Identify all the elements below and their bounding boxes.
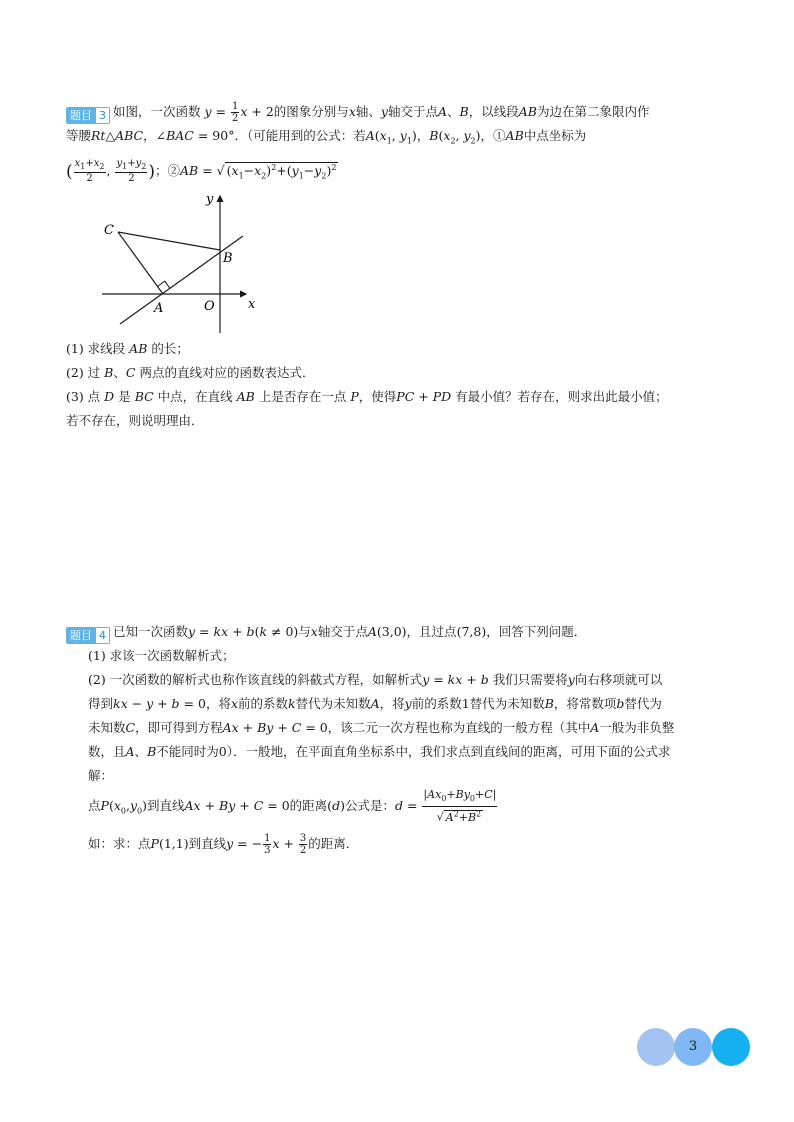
problem-3-question-3-cont: 若不存在，则说明理由． xyxy=(66,413,204,428)
label-x: x xyxy=(248,297,256,312)
page-number: 3 xyxy=(688,1039,698,1054)
fraction-one-third: $\frac{1}{3}$ xyxy=(264,833,271,857)
problem-4-question-2-line-3: 未知数C，即可得到方程Ax + By + C = 0，该二元一次方程也称为直线的一般方程（其中A一般为非负整 xyxy=(88,720,675,735)
problem-3-line-1: 题目 3 如图，一次函数 y = $\frac{1}{2}$ x + 2的图象分别与x轴、y轴交于点A、B，以线段AB为边在第二象限内作 xyxy=(66,100,731,124)
badge-circle-right xyxy=(712,1028,750,1066)
segment-cb xyxy=(118,232,220,250)
coordinate-diagram xyxy=(96,188,262,336)
label-y: y xyxy=(206,192,214,207)
label-c: C xyxy=(104,223,114,238)
midpoint-y-fraction: $\frac{y_1+y_2}{2}$ xyxy=(116,158,147,185)
distance-formula-line: 点$P(x_0,y_0)$到直线Ax + By + C = 0的距离(d)公式是：d = $\frac{|Ax_0+By_0+C|}{√ A^2+B^2}$ xyxy=(88,788,497,824)
problem-4-example: 如：求：点P(1,1)到直线y = − $\frac{1}{3}$ x + $\frac{3}{2}$ 的距离． xyxy=(88,833,359,857)
problem-3-question-1: (1) 求线段 AB 的长； xyxy=(66,341,189,356)
problem-3-questions xyxy=(66,337,731,433)
problem-3-question-3: (3) 点 D 是 BC 中点，在直线 AB 上是否存在一点 P，使得PC + PD 有最小值？若存在，则求出此最小值； xyxy=(66,389,668,404)
page-number-badge xyxy=(637,1028,751,1066)
fraction-three-halves: $\frac{3}{2}$ xyxy=(299,833,307,857)
label-o: O xyxy=(204,299,215,314)
problem-4 xyxy=(66,620,731,860)
problem-4-tag: 题目 4 xyxy=(66,627,110,644)
problem-3-line-2: 等腰Rt△ABC，∠BAC = 90°．（可能用到的公式：若$A(x_1$, $y_1$)，$B(x_2$, $y_2$)，①AB中点坐标为 xyxy=(66,128,587,146)
problem-3-tag: 题目 3 xyxy=(66,107,110,124)
segment-ac xyxy=(118,232,163,294)
problem-3-question-2: (2) 过 B、C 两点的直线对应的函数表达式． xyxy=(66,365,315,380)
problem-4-question-1: (1) 求该一次函数解析式； xyxy=(88,648,235,663)
right-angle-mark xyxy=(158,281,171,289)
problem-4-question-2-line-1: (2) 一次函数的解析式也称作该直线的斜截式方程，如解析式y = kx + b 我们只需要将y向右移项就可以 xyxy=(88,672,663,687)
problem-3-line-3: ( $\frac{x_1+x_2}{2}$ , $\frac{y_1+y_2}{2}$ )；②AB = √ $(x_1-x_2)^2+(y_1-y_2)^2$ xyxy=(66,158,337,185)
midpoint-x-fraction: $\frac{x_1+x_2}{2}$ xyxy=(74,158,105,185)
line-ab xyxy=(120,236,243,324)
problem-4-question-2-line-4: 数，且A、B不能同时为0）．一般地，在平面直角坐标系中，我们求点到直线间的距离，可用下面的公式求 xyxy=(88,744,671,759)
fraction-one-half: $\frac{1}{2}$ xyxy=(231,101,239,124)
problem-4-intro: 题目 4 已知一次函数y = kx + b(k ≠ 0)与x轴交于点A(3,0)，且过点(7,8)，回答下列问题． xyxy=(66,620,731,644)
distance-formula-radicand: $(x_1-x_2)^2+(y_1-y_2)^2$ xyxy=(226,162,337,181)
problem-3-figure xyxy=(96,188,262,336)
badge-circle-left xyxy=(637,1028,675,1066)
problem-4-question-2-line-2: 得到kx − y + b = 0，将x前的系数k替代为未知数A，将y前的系数1替代为未知数B，将常数项b替代为 xyxy=(88,696,662,711)
label-a: A xyxy=(154,301,164,316)
distance-formula-fraction: $\frac{|Ax_0+By_0+C|}{√ A^2+B^2}$ xyxy=(423,788,497,824)
problem-3 xyxy=(66,100,731,190)
problem-4-question-2-line-5: 解： xyxy=(88,768,114,783)
label-b: B xyxy=(223,251,233,266)
